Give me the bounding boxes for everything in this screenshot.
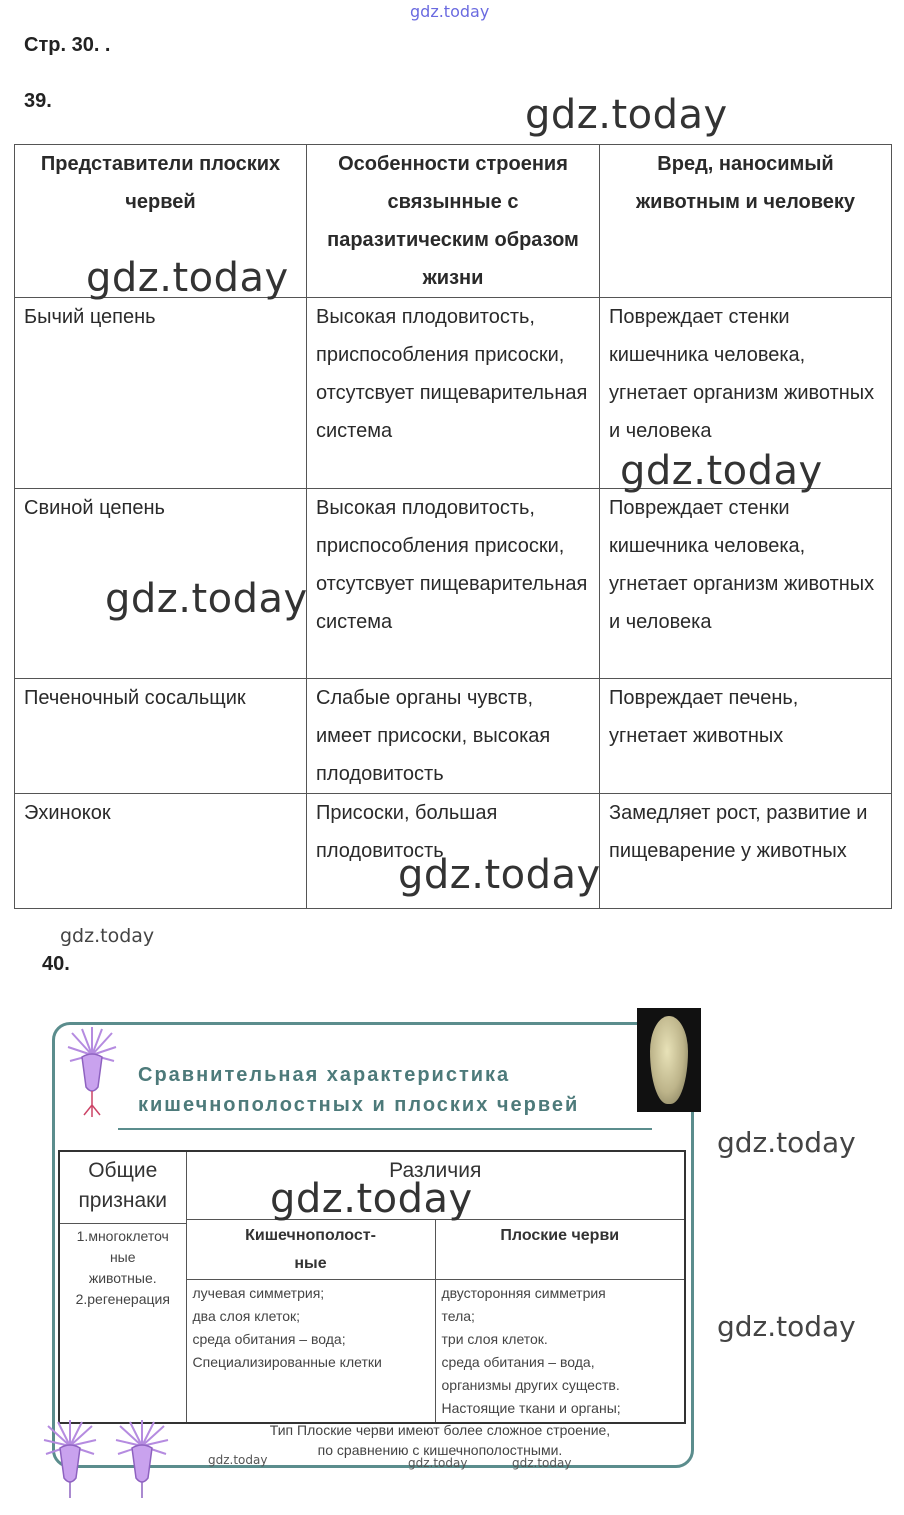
hydra-illustration bbox=[40, 1420, 100, 1500]
flatworm-items: двусторонняя симметрия тела; три слоя клеток. среда обитания – вода, организмы других существ. Настоящие ткани и органы; bbox=[435, 1279, 685, 1423]
watermark: gdz.today bbox=[398, 852, 601, 898]
cell-species: Бычий цепень bbox=[15, 298, 307, 489]
cnidaria-items: лучевая симметрия; два слоя клеток; среда обитания – вода; Специализированные клетки bbox=[186, 1279, 435, 1423]
header-harm: Вред, наносимый животным и человеку bbox=[600, 145, 892, 298]
watermark: gdz.today bbox=[105, 576, 308, 622]
watermark: gdz.today bbox=[410, 2, 490, 21]
header-structure: Особенности строения связынные с паразитическим образом жизни bbox=[307, 145, 600, 298]
cell-species: Печеночный сосальщик bbox=[15, 679, 307, 794]
cell-harm: Замедляет рост, развитие и пищеварение у животных bbox=[600, 794, 892, 909]
page-label: Стр. 30. . bbox=[24, 34, 111, 56]
table-row bbox=[15, 679, 892, 794]
watermark: gdz.today bbox=[86, 255, 289, 301]
figure-note: Тип Плоские черви имеют более сложное строение, по сравнению с кишечнополостными. bbox=[269, 1422, 611, 1458]
cell-species: Эхинокок bbox=[15, 794, 307, 909]
task-number-39: 39. bbox=[24, 90, 52, 112]
watermark: gdz.today bbox=[270, 1176, 473, 1222]
watermark: gdz.today bbox=[208, 1453, 268, 1467]
divider bbox=[118, 1128, 652, 1130]
header-representatives: Представители плоских червей bbox=[15, 145, 307, 298]
watermark: gdz.today bbox=[717, 1126, 856, 1159]
figure-title: Сравнительная характеристика кишечнополостных и плоских червей bbox=[138, 1064, 580, 1116]
watermark: gdz.today bbox=[525, 92, 728, 138]
common-column bbox=[59, 1151, 186, 1423]
hydra-illustration bbox=[112, 1420, 172, 1500]
differences-header: Различия bbox=[186, 1151, 685, 1219]
watermark: gdz.today bbox=[408, 1456, 468, 1470]
watermark: gdz.today bbox=[620, 448, 823, 494]
cell-features: Слабые органы чувств, имеет присоски, высокая плодовитость bbox=[307, 679, 600, 794]
hydra-illustration bbox=[62, 1025, 122, 1125]
task-number-40: 40. bbox=[42, 953, 70, 975]
watermark: gdz.today bbox=[60, 925, 155, 947]
cell-species: Свиной цепень bbox=[15, 489, 307, 679]
cell-features: Высокая плодовитость, приспособления присоски, отсутсвует пищеварительная система bbox=[307, 489, 600, 679]
watermark: gdz.today bbox=[717, 1310, 856, 1343]
cnidaria-header: Кишечнополост- ные bbox=[186, 1219, 435, 1279]
common-header: Общие признаки bbox=[78, 1159, 168, 1212]
watermark: gdz.today bbox=[512, 1456, 572, 1470]
cell-harm: Повреждает стенки кишечника человека, угнетает организм животных и человека bbox=[600, 298, 892, 489]
cell-harm: Повреждает стенки кишечника человека, угнетает организм животных и человека bbox=[600, 489, 892, 679]
cell-features: Высокая плодовитость, приспособления присоски, отсутсвует пищеварительная система bbox=[307, 298, 600, 489]
cell-harm: Повреждает печень, угнетает животных bbox=[600, 679, 892, 794]
common-items: 1.многоклеточ ные животные. 2.регенерация bbox=[75, 1228, 170, 1307]
cell-features: Присоски, большая плодовитость bbox=[307, 794, 600, 909]
flatworms-header: Плоские черви bbox=[435, 1219, 685, 1279]
